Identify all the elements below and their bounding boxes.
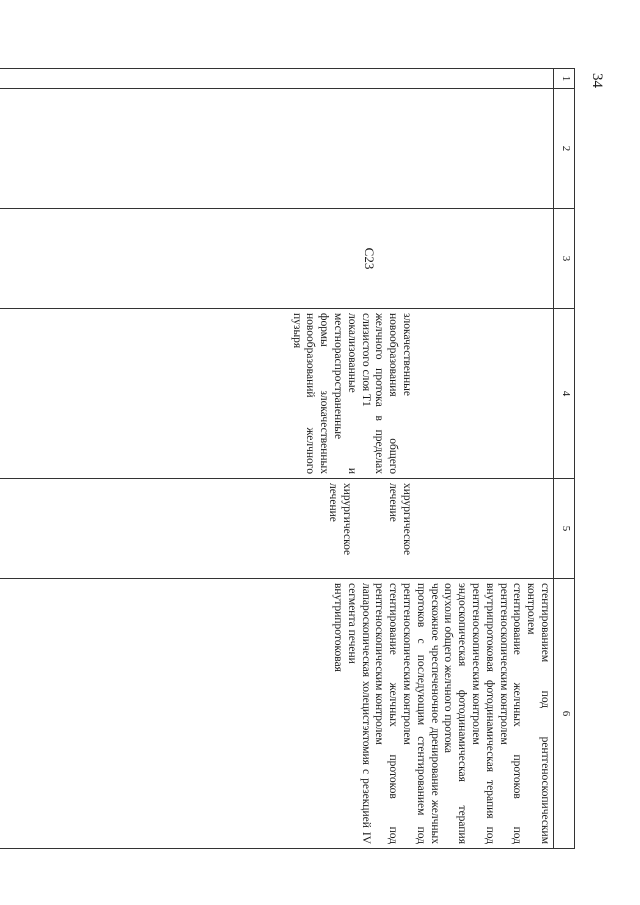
cell-treatment <box>0 479 554 579</box>
diagnosis-text-2: локализованные и местнораспространенные формы злокачественных новообразований желчного пузыря <box>290 313 358 474</box>
cell-method: стентированием под рентгеноскопическим контролем стентирование желчных протоков под рентгеноскопическим контролем внутрипротоковая фотодинамическая терапия под рентгеноскопическим контролем эндоскопическая фотодинамическая терапия опухоли общего желчного протока чрескожное чреспеченочное дренирование желчных протоков с последующим стентированием под рентгеноскопическим контролем стентирование желчных протоков под рентгеноскопическим контролем лапароскопическая холецистэктомия с резекцией IV сегмента печени внутрипротоковая <box>0 579 554 849</box>
treatment-table <box>0 68 575 849</box>
col-header-3: 3 <box>554 209 575 309</box>
diagnosis-text-1: злокачественные новообразования общего желчного протока в пределах слизистого слоя Т1 <box>359 313 413 474</box>
header-row <box>554 69 575 849</box>
table-row <box>0 69 554 849</box>
cell-icd-code: C23 <box>0 209 554 309</box>
col-header-2: 2 <box>554 89 575 209</box>
treatment-text-1: хирургическое лечение <box>387 483 413 556</box>
col-header-6: 6 <box>554 579 575 849</box>
col-header-1: 1 <box>554 69 575 89</box>
cell-empty-1 <box>0 69 554 89</box>
page-number: 34 <box>589 73 605 88</box>
col-header-5: 5 <box>554 479 575 579</box>
col-header-4: 4 <box>554 309 575 479</box>
cell-diagnosis <box>0 309 554 479</box>
cell-empty-2 <box>0 89 554 209</box>
treatment-text-2: хирургическое лечение <box>327 483 353 556</box>
medical-table <box>120 68 575 848</box>
